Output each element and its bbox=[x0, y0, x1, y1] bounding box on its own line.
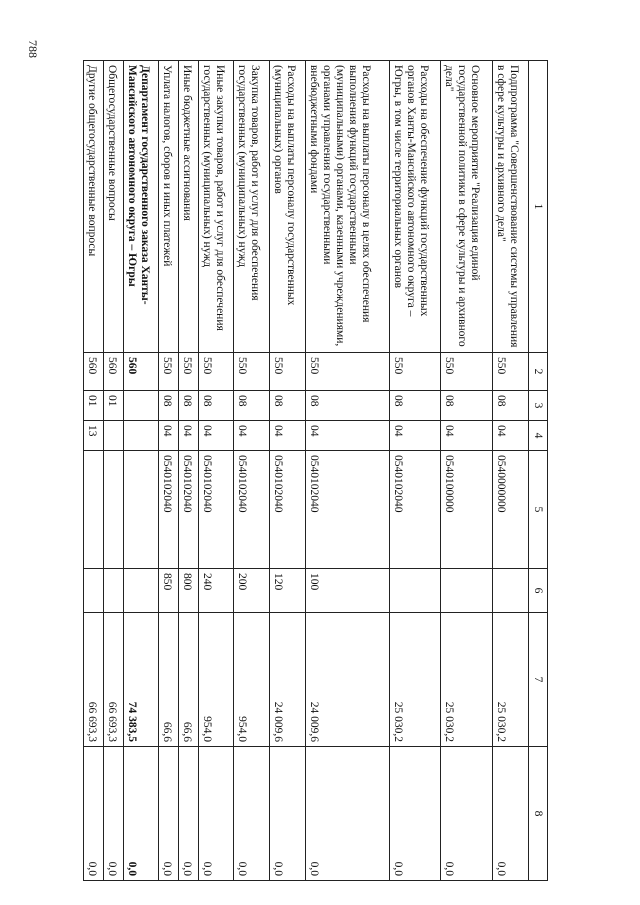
row-c2: 550 bbox=[389, 353, 441, 391]
header-cell: 1 bbox=[529, 61, 548, 353]
row-c2: 550 bbox=[493, 353, 529, 391]
row-c6 bbox=[493, 569, 529, 613]
header-cell: 4 bbox=[529, 421, 548, 451]
row-c6: 240 bbox=[198, 569, 234, 613]
row-c5: 0540102040 bbox=[179, 451, 199, 569]
row-c8: 0,0 bbox=[270, 747, 306, 881]
header-cell: 3 bbox=[529, 391, 548, 421]
header-row bbox=[529, 61, 548, 881]
row-c4: 04 bbox=[179, 421, 199, 451]
row-c5: 0540100000 bbox=[441, 451, 493, 569]
row-c8: 0,0 bbox=[493, 747, 529, 881]
row-c2: 550 bbox=[305, 353, 389, 391]
table-row bbox=[389, 61, 441, 881]
row-name: Уплата налогов, сборов и иных платежей bbox=[159, 61, 179, 353]
row-c2: 550 bbox=[159, 353, 179, 391]
row-c6 bbox=[441, 569, 493, 613]
row-c7: 66 693,3 bbox=[84, 613, 104, 747]
row-name: Закупка товаров, работ и услуг для обеспечения государственных (муниципальных) нужд bbox=[234, 61, 270, 353]
row-c2: 560 bbox=[103, 353, 123, 391]
row-c6: 850 bbox=[159, 569, 179, 613]
row-c4: 04 bbox=[234, 421, 270, 451]
row-c5: 0540000000 bbox=[493, 451, 529, 569]
row-c6 bbox=[389, 569, 441, 613]
row-c8: 0,0 bbox=[389, 747, 441, 881]
row-c4: 13 bbox=[84, 421, 104, 451]
row-c8: 0,0 bbox=[441, 747, 493, 881]
row-c7: 24 009,6 bbox=[305, 613, 389, 747]
row-c7: 25 030,2 bbox=[441, 613, 493, 747]
row-c3: 01 bbox=[84, 391, 104, 421]
row-c3: 08 bbox=[389, 391, 441, 421]
row-c8: 0,0 bbox=[305, 747, 389, 881]
row-c3 bbox=[123, 391, 159, 421]
row-c2: 550 bbox=[441, 353, 493, 391]
row-c3: 01 bbox=[103, 391, 123, 421]
header-cell: 2 bbox=[529, 353, 548, 391]
table-row bbox=[103, 61, 123, 881]
budget-table-rotated bbox=[83, 60, 548, 880]
row-c5: 0540102040 bbox=[198, 451, 234, 569]
row-c3: 08 bbox=[159, 391, 179, 421]
row-c3: 08 bbox=[270, 391, 306, 421]
row-name: Департамент государственного заказа Ханты-Мансийского автономного округа – Югры bbox=[123, 61, 159, 353]
table-row bbox=[198, 61, 234, 881]
row-c8: 0,0 bbox=[103, 747, 123, 881]
row-c4: 04 bbox=[159, 421, 179, 451]
budget-table bbox=[83, 60, 548, 881]
row-c8: 0,0 bbox=[198, 747, 234, 881]
table-row bbox=[159, 61, 179, 881]
row-c7: 25 030,2 bbox=[389, 613, 441, 747]
row-c6: 200 bbox=[234, 569, 270, 613]
table-row-department bbox=[123, 61, 159, 881]
row-c4: 04 bbox=[493, 421, 529, 451]
row-c2: 550 bbox=[270, 353, 306, 391]
row-c7: 66,6 bbox=[159, 613, 179, 747]
row-c7: 66,6 bbox=[179, 613, 199, 747]
row-name: Расходы на выплаты персоналу в целях обеспечения выполнения функций государственными (муниципальными) органами, казенными учреждениями, органами управления государственными внебюджетными фондами bbox=[305, 61, 389, 353]
row-name: Иные закупки товаров, работ и услуг для обеспечения государственных (муниципальных) нужд bbox=[198, 61, 234, 353]
row-c3: 08 bbox=[441, 391, 493, 421]
header-cell: 8 bbox=[529, 747, 548, 881]
row-c5: 0540102040 bbox=[234, 451, 270, 569]
row-c2: 550 bbox=[198, 353, 234, 391]
row-c8: 0,0 bbox=[159, 747, 179, 881]
row-c8: 0,0 bbox=[234, 747, 270, 881]
row-c7: 24 009,6 bbox=[270, 613, 306, 747]
row-c7: 954,0 bbox=[198, 613, 234, 747]
header-cell: 6 bbox=[529, 569, 548, 613]
row-c6 bbox=[103, 569, 123, 613]
table-row bbox=[179, 61, 199, 881]
row-c3: 08 bbox=[493, 391, 529, 421]
row-c8: 0,0 bbox=[123, 747, 159, 881]
row-c7: 74 383,5 bbox=[123, 613, 159, 747]
row-c5 bbox=[103, 451, 123, 569]
row-c3: 08 bbox=[305, 391, 389, 421]
row-c4 bbox=[103, 421, 123, 451]
row-c4: 04 bbox=[198, 421, 234, 451]
row-c4: 04 bbox=[441, 421, 493, 451]
row-name: Расходы на обеспечение функций государственных органов Ханты-Мансийского автономного округа – Югры, в том числе территориальных органов bbox=[389, 61, 441, 353]
row-c5: 0540102040 bbox=[305, 451, 389, 569]
row-name: Подпрограмма "Совершенствование системы управления в сфере культуры и архивного дела" bbox=[493, 61, 529, 353]
row-c6: 100 bbox=[305, 569, 389, 613]
row-c2: 560 bbox=[84, 353, 104, 391]
row-c5 bbox=[84, 451, 104, 569]
row-c5: 0540102040 bbox=[159, 451, 179, 569]
row-c4 bbox=[123, 421, 159, 451]
table-row bbox=[234, 61, 270, 881]
row-c6 bbox=[84, 569, 104, 613]
row-c5 bbox=[123, 451, 159, 569]
row-c3: 08 bbox=[179, 391, 199, 421]
row-c4: 04 bbox=[305, 421, 389, 451]
row-c6: 120 bbox=[270, 569, 306, 613]
row-name: Расходы на выплаты персоналу государственных (муниципальных) органов bbox=[270, 61, 306, 353]
table-row bbox=[270, 61, 306, 881]
row-c7: 25 030,2 bbox=[493, 613, 529, 747]
row-name: Иные бюджетные ассигнования bbox=[179, 61, 199, 353]
page-number: 788 bbox=[26, 40, 40, 58]
table-row bbox=[84, 61, 104, 881]
row-c4: 04 bbox=[270, 421, 306, 451]
row-c8: 0,0 bbox=[179, 747, 199, 881]
row-c2: 550 bbox=[234, 353, 270, 391]
row-c7: 954,0 bbox=[234, 613, 270, 747]
row-name: Другие общегосударственные вопросы bbox=[84, 61, 104, 353]
table-row bbox=[305, 61, 389, 881]
table-row bbox=[493, 61, 529, 881]
row-c2: 550 bbox=[179, 353, 199, 391]
row-c5: 0540102040 bbox=[270, 451, 306, 569]
row-c7: 66 693,3 bbox=[103, 613, 123, 747]
row-c8: 0,0 bbox=[84, 747, 104, 881]
table-row bbox=[441, 61, 493, 881]
header-cell: 5 bbox=[529, 451, 548, 569]
row-c2: 560 bbox=[123, 353, 159, 391]
row-c4: 04 bbox=[389, 421, 441, 451]
row-c3: 08 bbox=[198, 391, 234, 421]
row-c6: 800 bbox=[179, 569, 199, 613]
row-c6 bbox=[123, 569, 159, 613]
header-cell: 7 bbox=[529, 613, 548, 747]
row-name: Общегосударственные вопросы bbox=[103, 61, 123, 353]
row-c3: 08 bbox=[234, 391, 270, 421]
row-name: Основное мероприятие "Реализация единой государственной политики в сфере культуры и архивного дела" bbox=[441, 61, 493, 353]
row-c5: 0540102040 bbox=[389, 451, 441, 569]
